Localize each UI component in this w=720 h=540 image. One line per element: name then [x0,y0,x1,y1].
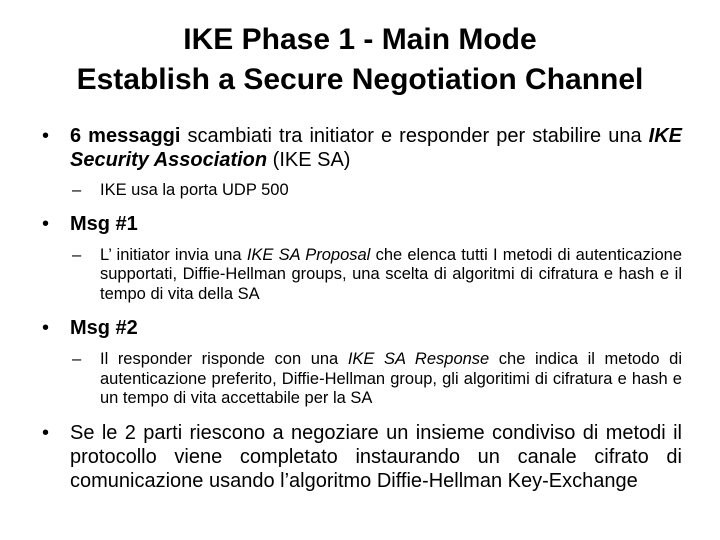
bullet-strong-text: Msg #2 [70,317,138,339]
sub-bullet-text: L’ initiator invia una [100,245,247,264]
bullet-conclusion [42,421,682,493]
sub-bullet-emphasis: IKE SA Response [347,350,490,368]
bullet-msg1 [42,212,682,236]
sub-bullet-text-end: che elenca tutti I metodi di autenticazione supportati, Diffie-Hellman groups, una scelta di algoritmi di cifratura e hash e il tempo di vita della SA [100,245,682,303]
sub-bullet-text: Il responder risponde con una [100,350,348,368]
sub-bullet-udp-port [42,181,682,201]
dash-icon: – [72,245,82,264]
slide-content [42,124,682,493]
bullet-icon: • [42,212,50,235]
sub-bullet-text: IKE usa la porta UDP 500 [100,181,289,199]
bullet-icon: • [42,125,50,147]
sub-bullet-msg1-detail [42,246,682,305]
bullet-icon: • [42,421,50,444]
sub-bullet-emphasis: IKE SA Proposal [246,245,371,264]
title-line-1: IKE Phase 1 - Main Mode [183,23,537,56]
bullet-strong-text: 6 messaggi [70,125,181,147]
bullet-strong-text: Msg #1 [70,212,138,235]
slide-title [0,20,720,100]
dash-icon: – [72,181,82,199]
sub-bullet-msg2-detail [42,350,682,409]
bullet-messages [42,124,682,172]
dash-icon: – [72,350,82,368]
bullet-emphasis: IKE Security Association [70,125,682,171]
bullet-text: scambiati tra initiator e responder per stabilire una [180,125,649,147]
bullet-text-end: (IKE SA) [267,149,351,171]
bullet-icon: • [42,317,50,339]
bullet-msg2 [42,316,682,340]
bullet-text: Se le 2 parti riescono a negoziare un insieme condiviso di metodi il protocollo viene completato instaurando un canale cifrato di comunicazione usando l’algoritmo Diffie-Hellman Key-Exchange [70,421,682,492]
sub-bullet-text-end: che indica il metodo di autenticazione preferito, Diffie-Hellman group, gli algoritimi di cifratura e hash e un tempo di vita accettabile per la SA [100,350,682,407]
title-line-2: Establish a Secure Negotiation Channel [76,63,644,96]
